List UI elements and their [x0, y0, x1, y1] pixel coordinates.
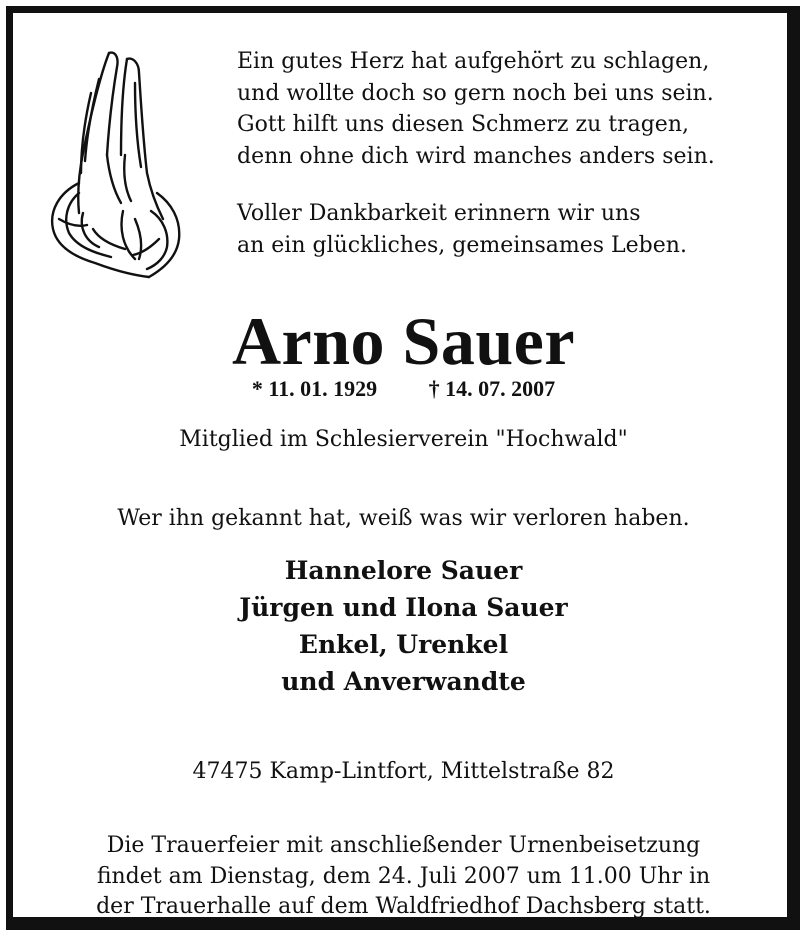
life-dates	[13, 374, 794, 404]
poem-line: an ein glückliches, gemeinsames Leben.	[237, 232, 687, 258]
death-date: † 14. 07. 2007	[428, 376, 556, 401]
memorial-quote: Wer ihn gekannt hat, weiß was wir verloren haben.	[117, 506, 690, 531]
mourners-list	[13, 552, 794, 700]
poem-line: Ein gutes Herz hat aufgehört zu schlagen,	[237, 49, 710, 74]
mourner-entry: Hannelore Sauer	[284, 556, 523, 585]
stanza-gap	[237, 172, 757, 198]
family-address: 47475 Kamp-Lintfort, Mittelstraße 82	[192, 759, 615, 784]
ceremony-line: Die Trauerfeier mit anschließender Urnenbeisetzung	[106, 833, 701, 858]
poem-line: denn ohne dich wird manches anders sein.	[237, 143, 715, 169]
ceremony-line: findet am Dienstag, dem 24. Juli 2007 um 11.00 Uhr in	[96, 863, 711, 889]
poem-line: Gott hilft uns diesen Schmerz zu tragen,	[237, 112, 689, 137]
poem-line: Voller Dankbarkeit erinnern wir uns	[237, 201, 641, 226]
memorial-poem	[237, 46, 757, 261]
praying-hands-icon	[39, 43, 189, 281]
mourner-entry: Enkel, Urenkel	[298, 630, 509, 659]
poem-line: und wollte doch so gern noch bei uns sein.	[237, 80, 714, 106]
mourner-entry: und Anverwandte	[281, 667, 526, 696]
membership-line: Mitglied im Schlesierverein "Hochwald"	[179, 427, 628, 452]
birth-date: * 11. 01. 1929	[251, 376, 378, 401]
obituary-notice	[6, 6, 800, 930]
mourner-entry: Jürgen und Ilona Sauer	[239, 593, 568, 622]
funeral-details	[13, 831, 794, 923]
deceased-name: Arno Sauer	[231, 303, 576, 379]
ceremony-line: der Trauerhalle auf dem Waldfriedhof Dachsberg statt.	[96, 894, 711, 919]
